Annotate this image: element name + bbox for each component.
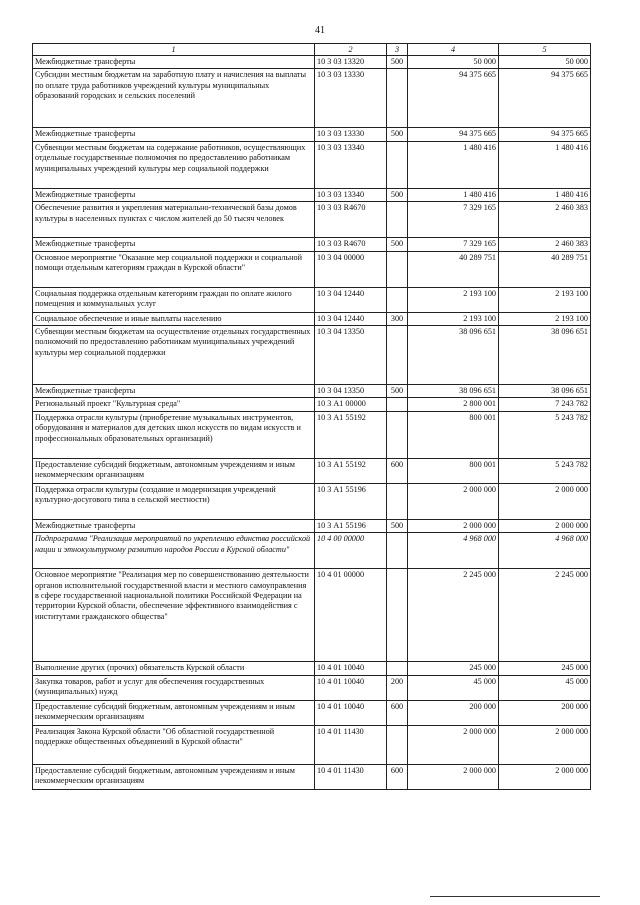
cell-value-col4: 45 000 (408, 675, 499, 700)
cell-name: Реализация Закона Курской области "Об областной государственной поддержке общественных объединений в Курской области" (33, 725, 315, 764)
cell-kvr: 500 (387, 385, 408, 398)
cell-value-col5: 50 000 (499, 56, 591, 69)
cell-code: 10 3 А1 55192 (315, 458, 387, 483)
table-row (33, 287, 591, 312)
cell-name: Основное мероприятие "Реализация мер по совершенствованию деятельности органов исполнительной государственной власти и местного самоуправления в сфере государственной национальной политики Российской Федерации на территории Курской области, обеспечение эффективного взаимодействия с институтами гражданского общества" (33, 569, 315, 662)
table-row (33, 326, 591, 385)
cell-kvr (387, 287, 408, 312)
cell-value-col5: 2 000 000 (499, 483, 591, 519)
cell-name: Поддержка отрасли культуры (приобретение музыкальных инструментов, оборудования и материалов для детских школ искусств по видам искусств и профессиональных образовательных организаций) (33, 411, 315, 458)
cell-name: Основное мероприятие "Оказание мер социальной поддержки и социальной помощи отдельным категориям граждан в Курской области" (33, 251, 315, 287)
table-row (33, 202, 591, 238)
cell-value-col5: 2 193 100 (499, 287, 591, 312)
cell-value-col4: 2 000 000 (408, 764, 499, 789)
cell-value-col4: 7 329 165 (408, 202, 499, 238)
table-row (33, 69, 591, 128)
cell-value-col5: 2 460 383 (499, 238, 591, 251)
table-row (33, 188, 591, 201)
cell-kvr (387, 725, 408, 764)
table-row (33, 725, 591, 764)
cell-code: 10 4 00 00000 (315, 533, 387, 569)
cell-kvr (387, 533, 408, 569)
cell-code: 10 3 03 R4670 (315, 238, 387, 251)
cell-value-col5: 2 000 000 (499, 725, 591, 764)
cell-code: 10 3 03 13340 (315, 141, 387, 188)
table-row (33, 662, 591, 675)
cell-name: Предоставление субсидий бюджетным, автономным учреждениям и иным некоммерческим организациям (33, 700, 315, 725)
cell-kvr (387, 326, 408, 385)
cell-value-col4: 200 000 (408, 700, 499, 725)
cell-kvr: 600 (387, 700, 408, 725)
cell-name: Социальная поддержка отдельным категориям граждан по оплате жилого помещения и коммунальных услуг (33, 287, 315, 312)
table-row (33, 569, 591, 662)
table-row (33, 238, 591, 251)
cell-value-col4: 2 000 000 (408, 725, 499, 764)
cell-value-col5: 200 000 (499, 700, 591, 725)
cell-name: Межбюджетные трансферты (33, 519, 315, 532)
cell-name: Предоставление субсидий бюджетным, автономным учреждениям и иным некоммерческим организациям (33, 458, 315, 483)
table-header-row (33, 44, 591, 56)
cell-value-col5: 45 000 (499, 675, 591, 700)
cell-code: 10 3 03 13320 (315, 56, 387, 69)
cell-value-col5: 38 096 651 (499, 326, 591, 385)
cell-value-col4: 94 375 665 (408, 128, 499, 141)
cell-name: Региональный проект "Культурная среда" (33, 398, 315, 411)
table-row (33, 483, 591, 519)
cell-name: Межбюджетные трансферты (33, 188, 315, 201)
table-row (33, 128, 591, 141)
cell-name: Межбюджетные трансферты (33, 385, 315, 398)
table-row (33, 385, 591, 398)
cell-value-col5: 2 193 100 (499, 312, 591, 325)
header-col-2: 2 (315, 44, 387, 56)
cell-code: 10 3 04 12440 (315, 287, 387, 312)
cell-value-col4: 800 001 (408, 458, 499, 483)
cell-code: 10 3 А1 55196 (315, 519, 387, 532)
footer-rule (430, 896, 600, 897)
table-row (33, 312, 591, 325)
cell-kvr (387, 569, 408, 662)
cell-value-col4: 38 096 651 (408, 385, 499, 398)
cell-value-col5: 5 243 782 (499, 458, 591, 483)
cell-kvr: 300 (387, 312, 408, 325)
cell-name: Закупка товаров, работ и услуг для обеспечения государственных (муниципальных) нужд (33, 675, 315, 700)
table-row (33, 56, 591, 69)
cell-value-col4: 800 001 (408, 411, 499, 458)
cell-value-col4: 2 193 100 (408, 287, 499, 312)
cell-code: 10 3 03 13330 (315, 128, 387, 141)
cell-name: Субсидии местным бюджетам на заработную плату и начисления на выплаты по оплате труда работников учреждений культуры муниципальных образований городских и сельских поселений (33, 69, 315, 128)
cell-value-col4: 94 375 665 (408, 69, 499, 128)
cell-kvr: 200 (387, 675, 408, 700)
cell-kvr (387, 202, 408, 238)
cell-kvr: 500 (387, 56, 408, 69)
cell-kvr (387, 483, 408, 519)
cell-value-col5: 1 480 416 (499, 141, 591, 188)
cell-value-col4: 1 480 416 (408, 188, 499, 201)
cell-kvr: 500 (387, 128, 408, 141)
cell-code: 10 4 01 11430 (315, 764, 387, 789)
table-row (33, 700, 591, 725)
cell-value-col4: 2 193 100 (408, 312, 499, 325)
cell-value-col5: 245 000 (499, 662, 591, 675)
cell-code: 10 4 01 10040 (315, 662, 387, 675)
cell-code: 10 3 А1 00000 (315, 398, 387, 411)
cell-kvr: 500 (387, 519, 408, 532)
cell-name: Межбюджетные трансферты (33, 128, 315, 141)
cell-value-col4: 4 968 000 (408, 533, 499, 569)
cell-kvr (387, 251, 408, 287)
cell-value-col5: 4 968 000 (499, 533, 591, 569)
cell-code: 10 3 03 13340 (315, 188, 387, 201)
cell-kvr (387, 398, 408, 411)
table-row (33, 533, 591, 569)
cell-name: Выполнение других (прочих) обязательств Курской области (33, 662, 315, 675)
cell-kvr: 600 (387, 764, 408, 789)
header-col-3: 3 (387, 44, 408, 56)
cell-kvr (387, 141, 408, 188)
table-row (33, 398, 591, 411)
cell-value-col5: 2 245 000 (499, 569, 591, 662)
table-row (33, 675, 591, 700)
cell-kvr: 500 (387, 188, 408, 201)
cell-kvr (387, 411, 408, 458)
cell-name: Предоставление субсидий бюджетным, автономным учреждениям и иным некоммерческим организациям (33, 764, 315, 789)
table-row (33, 141, 591, 188)
header-col-5: 5 (499, 44, 591, 56)
cell-code: 10 4 01 10040 (315, 675, 387, 700)
cell-value-col4: 7 329 165 (408, 238, 499, 251)
cell-code: 10 3 А1 55196 (315, 483, 387, 519)
cell-value-col5: 1 480 416 (499, 188, 591, 201)
header-col-4: 4 (408, 44, 499, 56)
cell-name: Межбюджетные трансферты (33, 56, 315, 69)
cell-value-col5: 2 460 383 (499, 202, 591, 238)
table-row (33, 519, 591, 532)
cell-value-col4: 245 000 (408, 662, 499, 675)
cell-value-col5: 94 375 665 (499, 128, 591, 141)
cell-value-col5: 38 096 651 (499, 385, 591, 398)
cell-value-col5: 7 243 782 (499, 398, 591, 411)
cell-value-col4: 38 096 651 (408, 326, 499, 385)
cell-code: 10 3 03 R4670 (315, 202, 387, 238)
cell-kvr (387, 69, 408, 128)
table-row (33, 764, 591, 789)
table-row (33, 251, 591, 287)
cell-kvr: 500 (387, 238, 408, 251)
cell-value-col5: 2 000 000 (499, 519, 591, 532)
cell-value-col4: 2 245 000 (408, 569, 499, 662)
budget-table (32, 43, 591, 790)
table-row (33, 411, 591, 458)
cell-value-col4: 2 800 001 (408, 398, 499, 411)
cell-value-col4: 50 000 (408, 56, 499, 69)
table-body (33, 56, 591, 790)
cell-value-col5: 5 243 782 (499, 411, 591, 458)
cell-kvr (387, 662, 408, 675)
cell-name: Межбюджетные трансферты (33, 238, 315, 251)
cell-name: Субвенции местным бюджетам на содержание работников, осуществляющих отдельные государственные полномочия по предоставлению работникам муниципальных учреждений культуры мер социальной поддержки (33, 141, 315, 188)
cell-code: 10 4 01 10040 (315, 700, 387, 725)
cell-code: 10 3 04 00000 (315, 251, 387, 287)
cell-name: Подпрограмма "Реализация мероприятий по укреплению единства российской нации и этнокультурному развитию народов России в Курской области" (33, 533, 315, 569)
cell-name: Социальное обеспечение и иные выплаты населению (33, 312, 315, 325)
cell-value-col4: 2 000 000 (408, 483, 499, 519)
cell-name: Обеспечение развития и укрепления материально-технической базы домов культуры в населенных пунктах с числом жителей до 50 тысяч человек (33, 202, 315, 238)
table-row (33, 458, 591, 483)
cell-code: 10 3 04 12440 (315, 312, 387, 325)
cell-value-col4: 1 480 416 (408, 141, 499, 188)
cell-code: 10 4 01 00000 (315, 569, 387, 662)
cell-value-col4: 2 000 000 (408, 519, 499, 532)
cell-code: 10 3 04 13350 (315, 385, 387, 398)
cell-code: 10 3 03 13330 (315, 69, 387, 128)
cell-value-col5: 2 000 000 (499, 764, 591, 789)
cell-code: 10 4 01 11430 (315, 725, 387, 764)
cell-kvr: 600 (387, 458, 408, 483)
cell-code: 10 3 04 13350 (315, 326, 387, 385)
cell-name: Субвенции местным бюджетам на осуществление отдельных государственных полномочий по предоставлению работникам муниципальных учреждений культуры мер социальной поддержки (33, 326, 315, 385)
cell-name: Поддержка отрасли культуры (создание и модернизация учреждений культурно-досугового типа в сельской местности) (33, 483, 315, 519)
cell-value-col4: 40 289 751 (408, 251, 499, 287)
header-col-1: 1 (33, 44, 315, 56)
page-number: 41 (315, 25, 325, 36)
cell-code: 10 3 А1 55192 (315, 411, 387, 458)
cell-value-col5: 40 289 751 (499, 251, 591, 287)
cell-value-col5: 94 375 665 (499, 69, 591, 128)
